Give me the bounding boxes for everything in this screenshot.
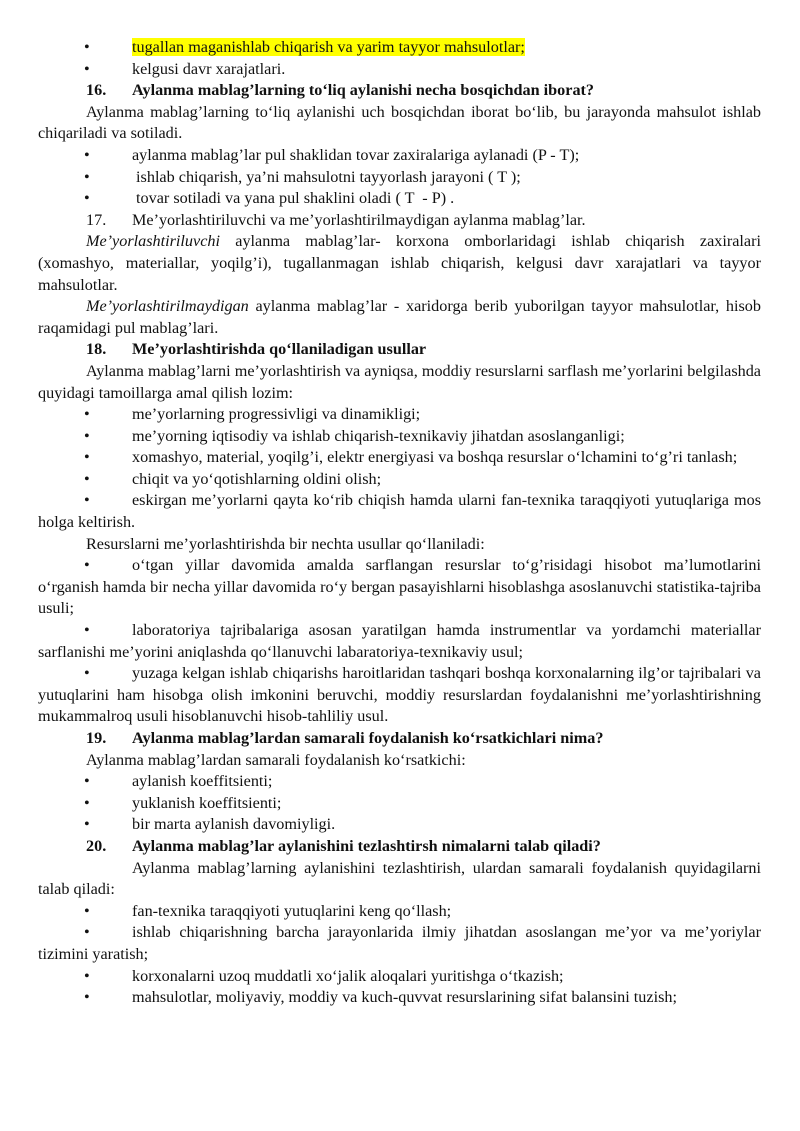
list-item: • tovar sotiladi va yana pul shaklini oladi ( T - P) . <box>38 188 761 210</box>
paragraph: Me’yorlashtiriluvchi aylanma mablag’lar- korxona omborlaridagi ishlab chiqarish zaxiralari (xomashyo, materiallar, yoqilg’i), tugallanmagan ishlab chiqarish, kelgusi davr xarajatlari va tayyor mahsulotlar. <box>38 232 761 294</box>
bullet-icon: • <box>84 491 90 510</box>
section-heading-19: 19. Aylanma mablag’lardan samarali foydalanish ko‘rsatkichlari nima? <box>86 729 604 747</box>
list-item <box>38 37 761 59</box>
paragraph: Aylanma mablag’lardan samarali foydalanish ko‘rsatkichi: <box>86 750 466 769</box>
bullet-icon: • <box>84 988 90 1007</box>
highlighted-text: tugallan maganishlab chiqarish va yarim tayyor mahsulotlar; <box>132 38 525 56</box>
bullet-icon: • <box>84 405 90 424</box>
list-item: • ishlab chiqarish, ya’ni mahsulotni tayyorlash jarayoni ( T ); <box>38 167 761 189</box>
list-item: • mahsulotlar, moliyaviy, moddiy va kuch-quvvat resurslarining sifat balansini tuzish; <box>38 987 761 1009</box>
bullet-icon: • <box>84 59 90 78</box>
list-item: • laboratoriya tajribalariga asosan yaratilgan hamda instrumentlar va yordamchi materiallar sarflanishi me’yorini aniqlashda qo‘llanuvchi labaratoriya-texnikaviy usul; <box>38 621 761 661</box>
paragraph: Me’yorlashtirilmaydigan aylanma mablag’lar - xaridorga berib yuborilgan tayyor mahsulotlar, hisob raqamidagi pul mablag’lari. <box>38 297 761 337</box>
list-item: • chiqit va yo‘qotishlarning oldini olish; <box>38 469 761 491</box>
bullet-icon: • <box>84 448 90 467</box>
section-heading-17: 17. Me’yorlashtiriluvchi va me’yorlashtirilmaydigan aylanma mablag’lar. <box>86 210 586 229</box>
bullet-icon: • <box>84 167 90 186</box>
list-item: • o‘tgan yillar davomida amalda sarflangan resurslar to‘g’risidagi hisobot ma’lumotlarini o‘rganish hamda bir necha yillar davomida ro‘y bergan pasayishlarni hisoblashga asoslanuvchi statistika-tajriba usuli; <box>38 556 761 618</box>
list-item: • aylanish koeffitsienti; <box>38 771 761 793</box>
list-item: • me’yorning iqtisodiy va ishlab chiqarish-texnikaviy jihatdan asoslanganligi; <box>38 426 761 448</box>
list-item: • bir marta aylanish davomiyligi. <box>38 814 761 836</box>
list-item: • kelgusi davr xarajatlari. <box>38 59 761 81</box>
bullet-icon: • <box>84 901 90 920</box>
list-item: • yuklanish koeffitsienti; <box>38 793 761 815</box>
bullet-icon: • <box>84 815 90 834</box>
bullet-icon: • <box>84 38 90 56</box>
document-page <box>38 37 761 1009</box>
paragraph: Resurslarni me’yorlashtirishda bir nechta usullar qo‘llaniladi: <box>86 534 485 553</box>
list-item: • me’yorlarning progressivligi va dinamikligi; <box>38 404 761 426</box>
list-item: • ishlab chiqarishning barcha jarayonlarida ilmiy jihatdan asoslangan me’yor va me’yoriylar tizimini yaratish; <box>38 923 761 963</box>
bullet-icon: • <box>84 426 90 445</box>
bullet-icon: • <box>84 189 90 208</box>
bullet-icon: • <box>84 469 90 488</box>
bullet-icon: • <box>84 772 90 791</box>
bullet-icon: • <box>84 621 90 640</box>
term: Me’yorlashtiriluvchi <box>86 232 220 251</box>
list-item: • xomashyo, material, yoqilg’i, elektr energiyasi va boshqa resurslar o‘lchamini to‘g’ri tanlash; <box>38 447 761 469</box>
bullet-icon: • <box>84 556 90 575</box>
list-item: • eskirgan me’yorlarni qayta ko‘rib chiqish hamda ularni fan-texnika taraqqiyoti yutuqlariga mos holga keltirish. <box>38 491 761 532</box>
list-item: • yuzaga kelgan ishlab chiqarishs haroitlaridan tashqari boshqa korxonalarning ilg’or tajribalari va yutuqlarini ham hisobga olish imkonini beruvchi, moddiy resurslardan foydalanishni me’yorlashtirishning mukammalroq usuli hisoblanuvchi hisob-tahliliy usul. <box>38 664 761 726</box>
bullet-icon: • <box>84 664 90 683</box>
bullet-icon: • <box>84 923 90 942</box>
bullet-icon: • <box>84 793 90 812</box>
section-heading-18: 18. Me’yorlashtirishda qo‘llaniladigan usullar <box>86 340 427 359</box>
list-item: • aylanma mablag’lar pul shaklidan tovar zaxiralariga aylanadi (P - T); <box>38 145 761 167</box>
list-item: • korxonalarni uzoq muddatli xo‘jalik aloqalari yuritishga o‘tkazish; <box>38 966 761 988</box>
section-heading-20: 20. Aylanma mablag’lar aylanishini tezlashtirsh nimalarni talab qiladi? <box>86 836 601 855</box>
bullet-icon: • <box>84 145 90 164</box>
section-heading-16: 16. Aylanma mablag’larning to‘liq aylanishi necha bosqichdan iborat? <box>86 81 595 100</box>
paragraph: Aylanma mablag’larning aylanishini tezlashtirish, ulardan samarali foydalanish quyidagilarni talab qiladi: <box>38 858 761 899</box>
paragraph: Aylanma mablag’larni me’yorlashtirish va ayniqsa, moddiy resurslarni sarflash me’yorlarini belgilashda quyidagi tamoillarga amal qilish lozim: <box>38 361 761 402</box>
term: Me’yorlashtirilmaydigan <box>86 297 249 316</box>
bullet-icon: • <box>84 966 90 985</box>
list-item: • fan-texnika taraqqiyoti yutuqlarini keng qo‘llash; <box>38 901 761 923</box>
paragraph: Aylanma mablag’larning to‘liq aylanishi uch bosqichdan iborat bo‘lib, bu jarayonda mahsulot ishlab chiqariladi va sotiladi. <box>38 102 761 143</box>
